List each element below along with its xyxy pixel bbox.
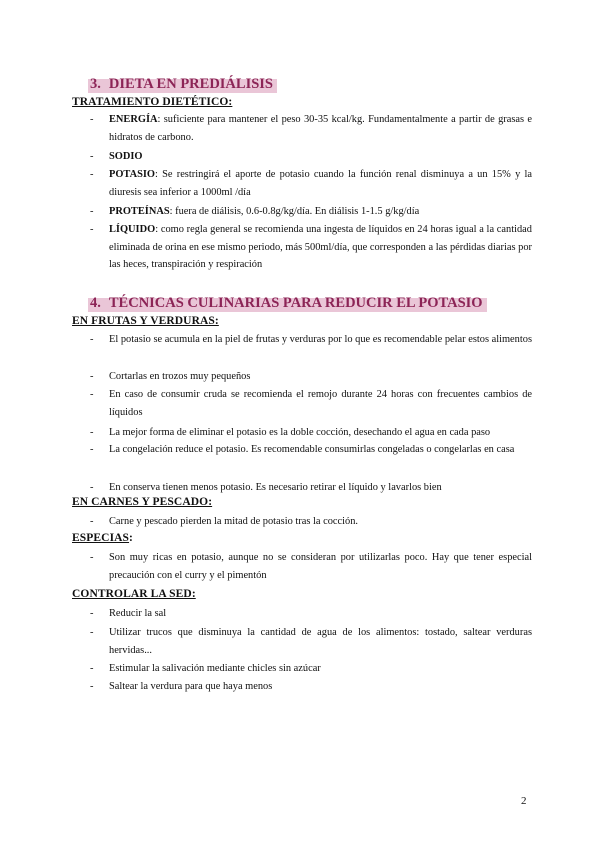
section-3-title — [88, 75, 277, 94]
list-item-text: Carne y pescado pierden la mitad de potasio tras la cocción. — [109, 516, 358, 527]
list-item-body: : fuera de diálisis, 0.6-0.8g/kg/día. En diálisis 1-1.5 g/kg/día — [169, 206, 420, 217]
section-3-number: 3. — [90, 76, 101, 92]
list-item-text: Utilizar trucos que disminuya la cantidad de agua de los alimentos: tostado, saltear verduras hervidas... — [109, 627, 532, 656]
page-number: 2 — [521, 795, 527, 807]
section-4-title-text: TÉCNICAS CULINARIAS PARA REDUCIR EL POTASIO — [108, 295, 483, 311]
list-item-keyword: LÍQUIDO — [109, 224, 156, 235]
list-item-text: Son muy ricas en potasio, aunque no se consideran por utilizarlas poco. Hay que tener especial precaución con el curry y el pimentón — [109, 552, 532, 581]
list-item-text: El potasio se acumula en la piel de frutas y verduras por lo que es recomendable pelar estos alimentos — [109, 334, 532, 345]
list-dash: - — [90, 169, 94, 180]
list-dash: - — [90, 114, 94, 125]
list-dash: - — [90, 663, 94, 674]
list-dash: - — [90, 151, 94, 162]
list-item-text: Cortarlas en trozos muy pequeños — [109, 371, 251, 382]
list-item-text: La congelación reduce el potasio. Es recomendable consumirlas congeladas o congelarlas en casa — [109, 444, 515, 455]
list-dash: - — [90, 389, 94, 400]
list-item-text: En caso de consumir cruda se recomienda el remojo durante 24 horas con frecuentes cambios de líquidos — [109, 389, 532, 418]
list-item-body: : Se restringirá el aporte de potasio cuando la función renal disminuya a un 15% y la diuresis sea inferior a 1000ml /día — [109, 169, 532, 198]
list-dash: - — [90, 608, 94, 619]
list-dash: - — [90, 371, 94, 382]
list-item-keyword: PROTEÍNAS — [109, 206, 170, 217]
list-item-text: Estimular la salivación mediante chicles sin azúcar — [109, 663, 321, 674]
list-dash: - — [90, 334, 94, 345]
list-dash: - — [90, 681, 94, 692]
subhead-especias-colon: : — [129, 532, 133, 544]
list-item-text — [109, 148, 532, 166]
list-item-body: : como regla general se recomienda una ingesta de líquidos en 24 horas igual a la cantidad eliminada de orina en ese mismo periodo, más 500ml/día, que corresponden a las pérdidas diarias por las heces, transpiración y respiración — [109, 224, 532, 270]
list-item-keyword: ENERGÍA — [109, 114, 158, 125]
section-3-title-text: DIETA EN PREDIÁLISIS — [108, 76, 273, 92]
section-4-number: 4. — [90, 295, 101, 311]
list-item-text: Saltear la verdura para que haya menos — [109, 681, 273, 692]
list-item-text — [109, 111, 532, 146]
list-dash: - — [90, 206, 94, 217]
list-dash: - — [90, 552, 94, 563]
subhead-tratamiento: TRATAMIENTO DIETÉTICO: — [72, 96, 233, 108]
list-dash: - — [90, 627, 94, 638]
list-item-keyword: POTASIO — [109, 169, 155, 180]
section-4-title — [88, 294, 487, 313]
list-dash: - — [90, 516, 94, 527]
subhead-especias: ESPECIAS — [72, 532, 130, 544]
list-dash: - — [90, 224, 94, 235]
list-item-text: En conserva tienen menos potasio. Es necesario retirar el líquido y lavarlos bien — [109, 482, 442, 493]
list-dash: - — [90, 427, 94, 438]
list-item-keyword: SODIO — [109, 151, 143, 162]
list-dash: - — [90, 444, 94, 455]
list-item-text — [109, 221, 532, 274]
subhead-especias-wrap — [72, 532, 133, 544]
subhead-carnes-pescado: EN CARNES Y PESCADO: — [72, 496, 213, 508]
list-item-text — [109, 166, 532, 201]
subhead-controlar-sed: CONTROLAR LA SED: — [72, 588, 196, 600]
list-item-body: : suficiente para mantener el peso 30-35 kcal/kg. Fundamentalmente a partir de grasas e hidratos de carbono. — [109, 114, 532, 143]
subhead-frutas-verduras: EN FRUTAS Y VERDURAS: — [72, 315, 219, 327]
list-dash: - — [90, 482, 94, 493]
list-item-text: Reducir la sal — [109, 608, 167, 619]
list-item-text: La mejor forma de eliminar el potasio es la doble cocción, desechando el agua en cada paso — [109, 427, 491, 438]
list-item-text — [109, 203, 532, 221]
